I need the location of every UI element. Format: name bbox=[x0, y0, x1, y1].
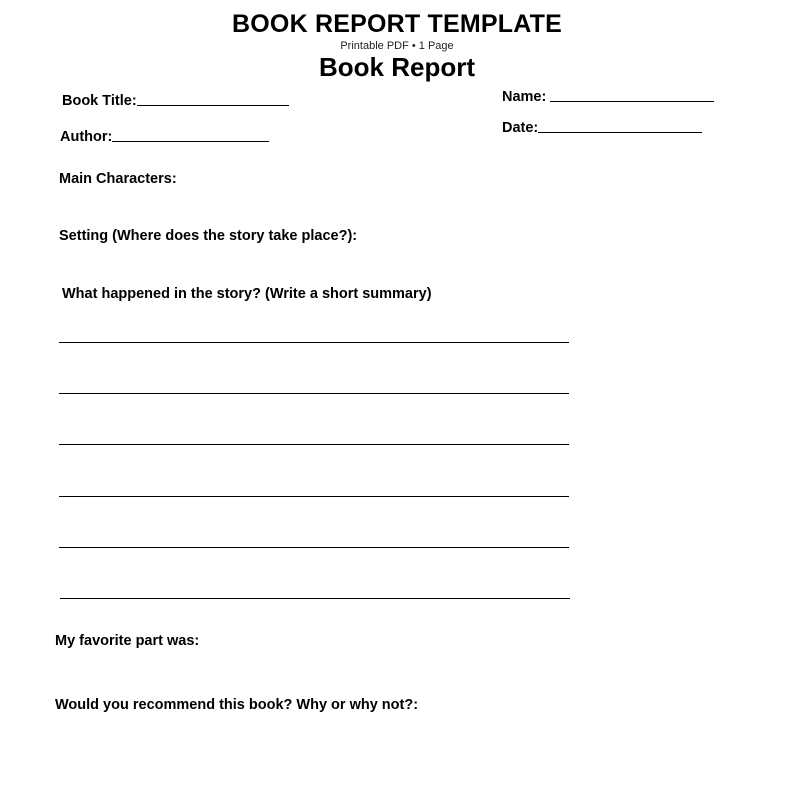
summary-label: What happened in the story? (Write a short summary) bbox=[62, 286, 432, 302]
name-blank[interactable] bbox=[550, 100, 714, 102]
summary-line[interactable] bbox=[59, 547, 569, 548]
author-blank[interactable] bbox=[112, 140, 269, 142]
report-title: Book Report bbox=[319, 52, 475, 82]
page-title: BOOK REPORT TEMPLATE bbox=[232, 10, 562, 38]
page-subtitle: Printable PDF • 1 Page bbox=[340, 40, 454, 52]
name-field[interactable] bbox=[502, 89, 714, 105]
date-label: Date: bbox=[502, 120, 539, 136]
summary-line[interactable] bbox=[59, 496, 569, 497]
book-title-label: Book Title: bbox=[62, 93, 137, 109]
date-field[interactable] bbox=[502, 120, 702, 136]
summary-line[interactable] bbox=[60, 598, 570, 599]
recommend-label: Would you recommend this book? Why or why not?: bbox=[55, 697, 419, 713]
main-characters-label: Main Characters: bbox=[59, 171, 177, 187]
summary-line[interactable] bbox=[59, 444, 569, 445]
book-title-blank[interactable] bbox=[137, 104, 289, 106]
summary-line[interactable] bbox=[59, 342, 569, 343]
name-label: Name: bbox=[502, 89, 547, 105]
book-title-field[interactable] bbox=[62, 93, 289, 109]
date-blank[interactable] bbox=[538, 131, 702, 133]
summary-line[interactable] bbox=[59, 393, 569, 394]
setting-label: Setting (Where does the story take place?): bbox=[59, 228, 358, 244]
author-label: Author: bbox=[60, 129, 113, 145]
favorite-part-label: My favorite part was: bbox=[55, 633, 200, 649]
author-field[interactable] bbox=[60, 129, 269, 145]
